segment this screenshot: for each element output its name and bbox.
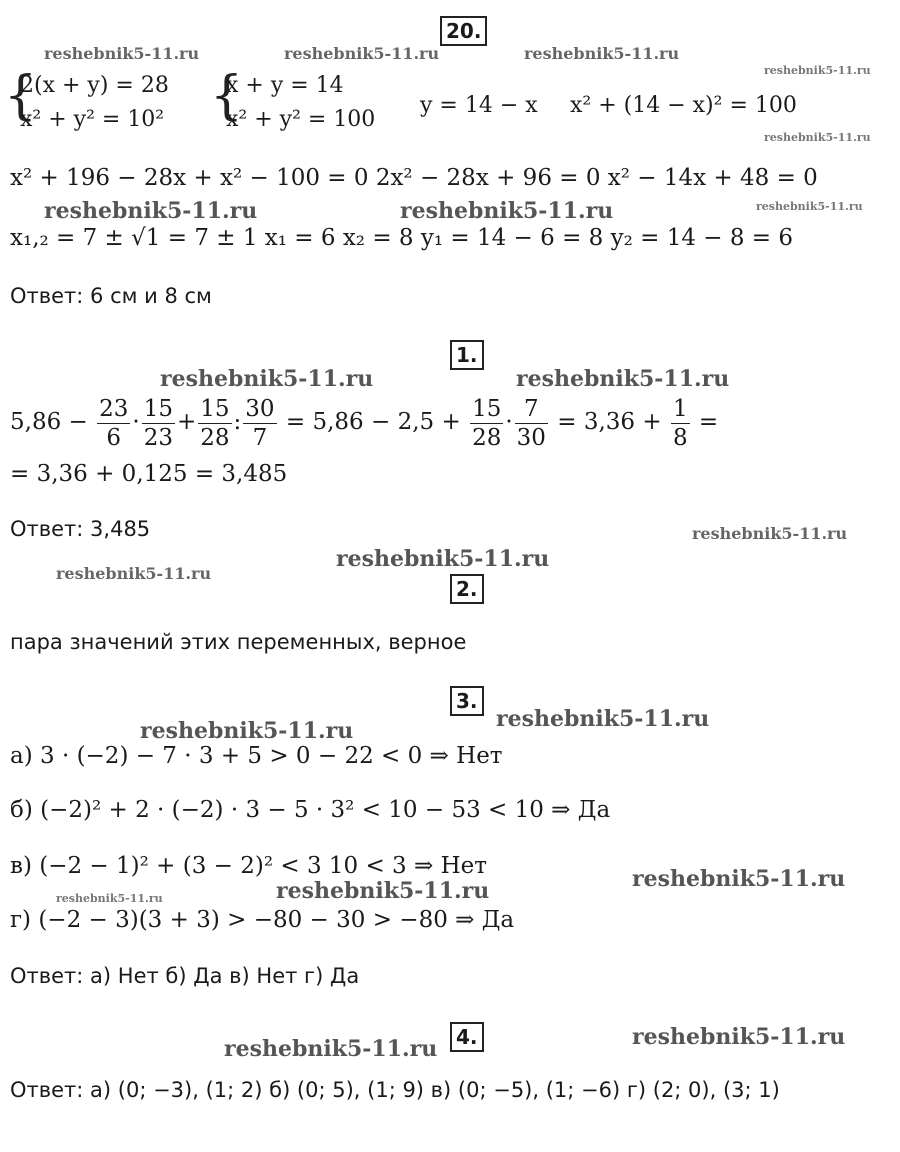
watermark: reshebnik5-11.ru <box>632 866 846 892</box>
fraction: $\frac{15}{28}$ <box>200 395 230 451</box>
watermark: reshebnik5-11.ru <box>400 198 614 224</box>
watermark: reshebnik5-11.ru <box>336 546 550 572</box>
system-1-line-2: x² + y² = 10² <box>20 107 165 132</box>
task-3-number: 3. <box>450 686 484 716</box>
task-1-answer: Ответ: 3,485 <box>10 517 151 541</box>
system-brace: { <box>210 66 244 126</box>
watermark: reshebnik5-11.ru <box>56 892 163 905</box>
watermark: reshebnik5-11.ru <box>44 44 200 63</box>
watermark: reshebnik5-11.ru <box>764 64 871 77</box>
watermark: reshebnik5-11.ru <box>140 718 354 744</box>
task-1-line-2: = 3,36 + 0,125 = 3,485 <box>10 461 288 487</box>
task-3-d: г) (−2 − 3)(3 + 3) > −80 − 30 > −80 ⇒ Да <box>10 907 515 933</box>
task-20-line-3: x₁,₂ = 7 ± √1 = 7 ± 1 x₁ = 6 x₂ = 8 y₁ = 14 − 6 = 8 y₂ = 14 − 8 = 6 <box>10 225 794 251</box>
system-1-line-1: 2(x + y) = 28 <box>20 73 169 98</box>
fraction: $\frac{30}{7}$ <box>245 395 275 451</box>
watermark: reshebnik5-11.ru <box>764 131 871 144</box>
watermark: reshebnik5-11.ru <box>756 200 863 213</box>
task-20-line-2: x² + 196 − 28x + x² − 100 = 0 2x² − 28x + 96 = 0 x² − 14x + 48 = 0 <box>10 165 818 191</box>
task-3-c: в) (−2 − 1)² + (3 − 2)² < 3 10 < 3 ⇒ Нет <box>10 853 487 879</box>
watermark: reshebnik5-11.ru <box>632 1024 846 1050</box>
watermark: reshebnik5-11.ru <box>276 878 490 904</box>
fraction: $\frac{15}{28}$ <box>472 395 502 451</box>
task-3-b: б) (−2)² + 2 · (−2) · 3 − 5 · 3² < 10 − 53 < 10 ⇒ Да <box>10 797 611 823</box>
watermark: reshebnik5-11.ru <box>160 366 374 392</box>
task-2-text: пара значений этих переменных, верное <box>10 630 467 654</box>
fraction: $\frac{15}{23}$ <box>143 395 173 451</box>
watermark: reshebnik5-11.ru <box>56 564 212 583</box>
watermark: reshebnik5-11.ru <box>224 1036 438 1062</box>
task-4-answer: Ответ: а) (0; −3), (1; 2) б) (0; 5), (1; 9) в) (0; −5), (1; −6) г) (2; 0), (3; 1) <box>10 1078 780 1102</box>
task-20-answer: Ответ: 6 см и 8 см <box>10 284 212 308</box>
task-1-number: 1. <box>450 340 484 370</box>
task-2-number: 2. <box>450 574 484 604</box>
task-4-number: 4. <box>450 1022 484 1052</box>
task-3-a: а) 3 · (−2) − 7 · 3 + 5 > 0 − 22 < 0 ⇒ Нет <box>10 743 503 769</box>
task-3-answer: Ответ: а) Нет б) Да в) Нет г) Да <box>10 964 360 988</box>
watermark: reshebnik5-11.ru <box>692 524 848 543</box>
system-brace: { <box>4 66 38 126</box>
equation-y: y = 14 − x <box>420 93 538 118</box>
system-2-line-2: x² + y² = 100 <box>226 107 376 132</box>
watermark: reshebnik5-11.ru <box>496 706 710 732</box>
fraction: $\frac{1}{8}$ <box>672 395 688 451</box>
watermark: reshebnik5-11.ru <box>524 44 680 63</box>
watermark: reshebnik5-11.ru <box>516 366 730 392</box>
system-2-line-1: x + y = 14 <box>226 73 344 98</box>
fraction: $\frac{23}{6}$ <box>99 395 129 451</box>
task-1-expression: 5,86 − $\frac{23}{6}$ · $\frac{15}{23}$ + $\frac{15}{28}$ : $\frac{30}{7}$ = 5,86 − 2,5 + $\frac{15}{28}$ · $\frac{7}{30}$ = 3,36 + $\frac{1}{8}$ = <box>10 395 719 451</box>
watermark: reshebnik5-11.ru <box>284 44 440 63</box>
equation-substitution: x² + (14 − x)² = 100 <box>570 93 797 118</box>
task-20-number: 20. <box>440 16 487 46</box>
watermark: reshebnik5-11.ru <box>44 198 258 224</box>
fraction: $\frac{7}{30}$ <box>516 395 546 451</box>
